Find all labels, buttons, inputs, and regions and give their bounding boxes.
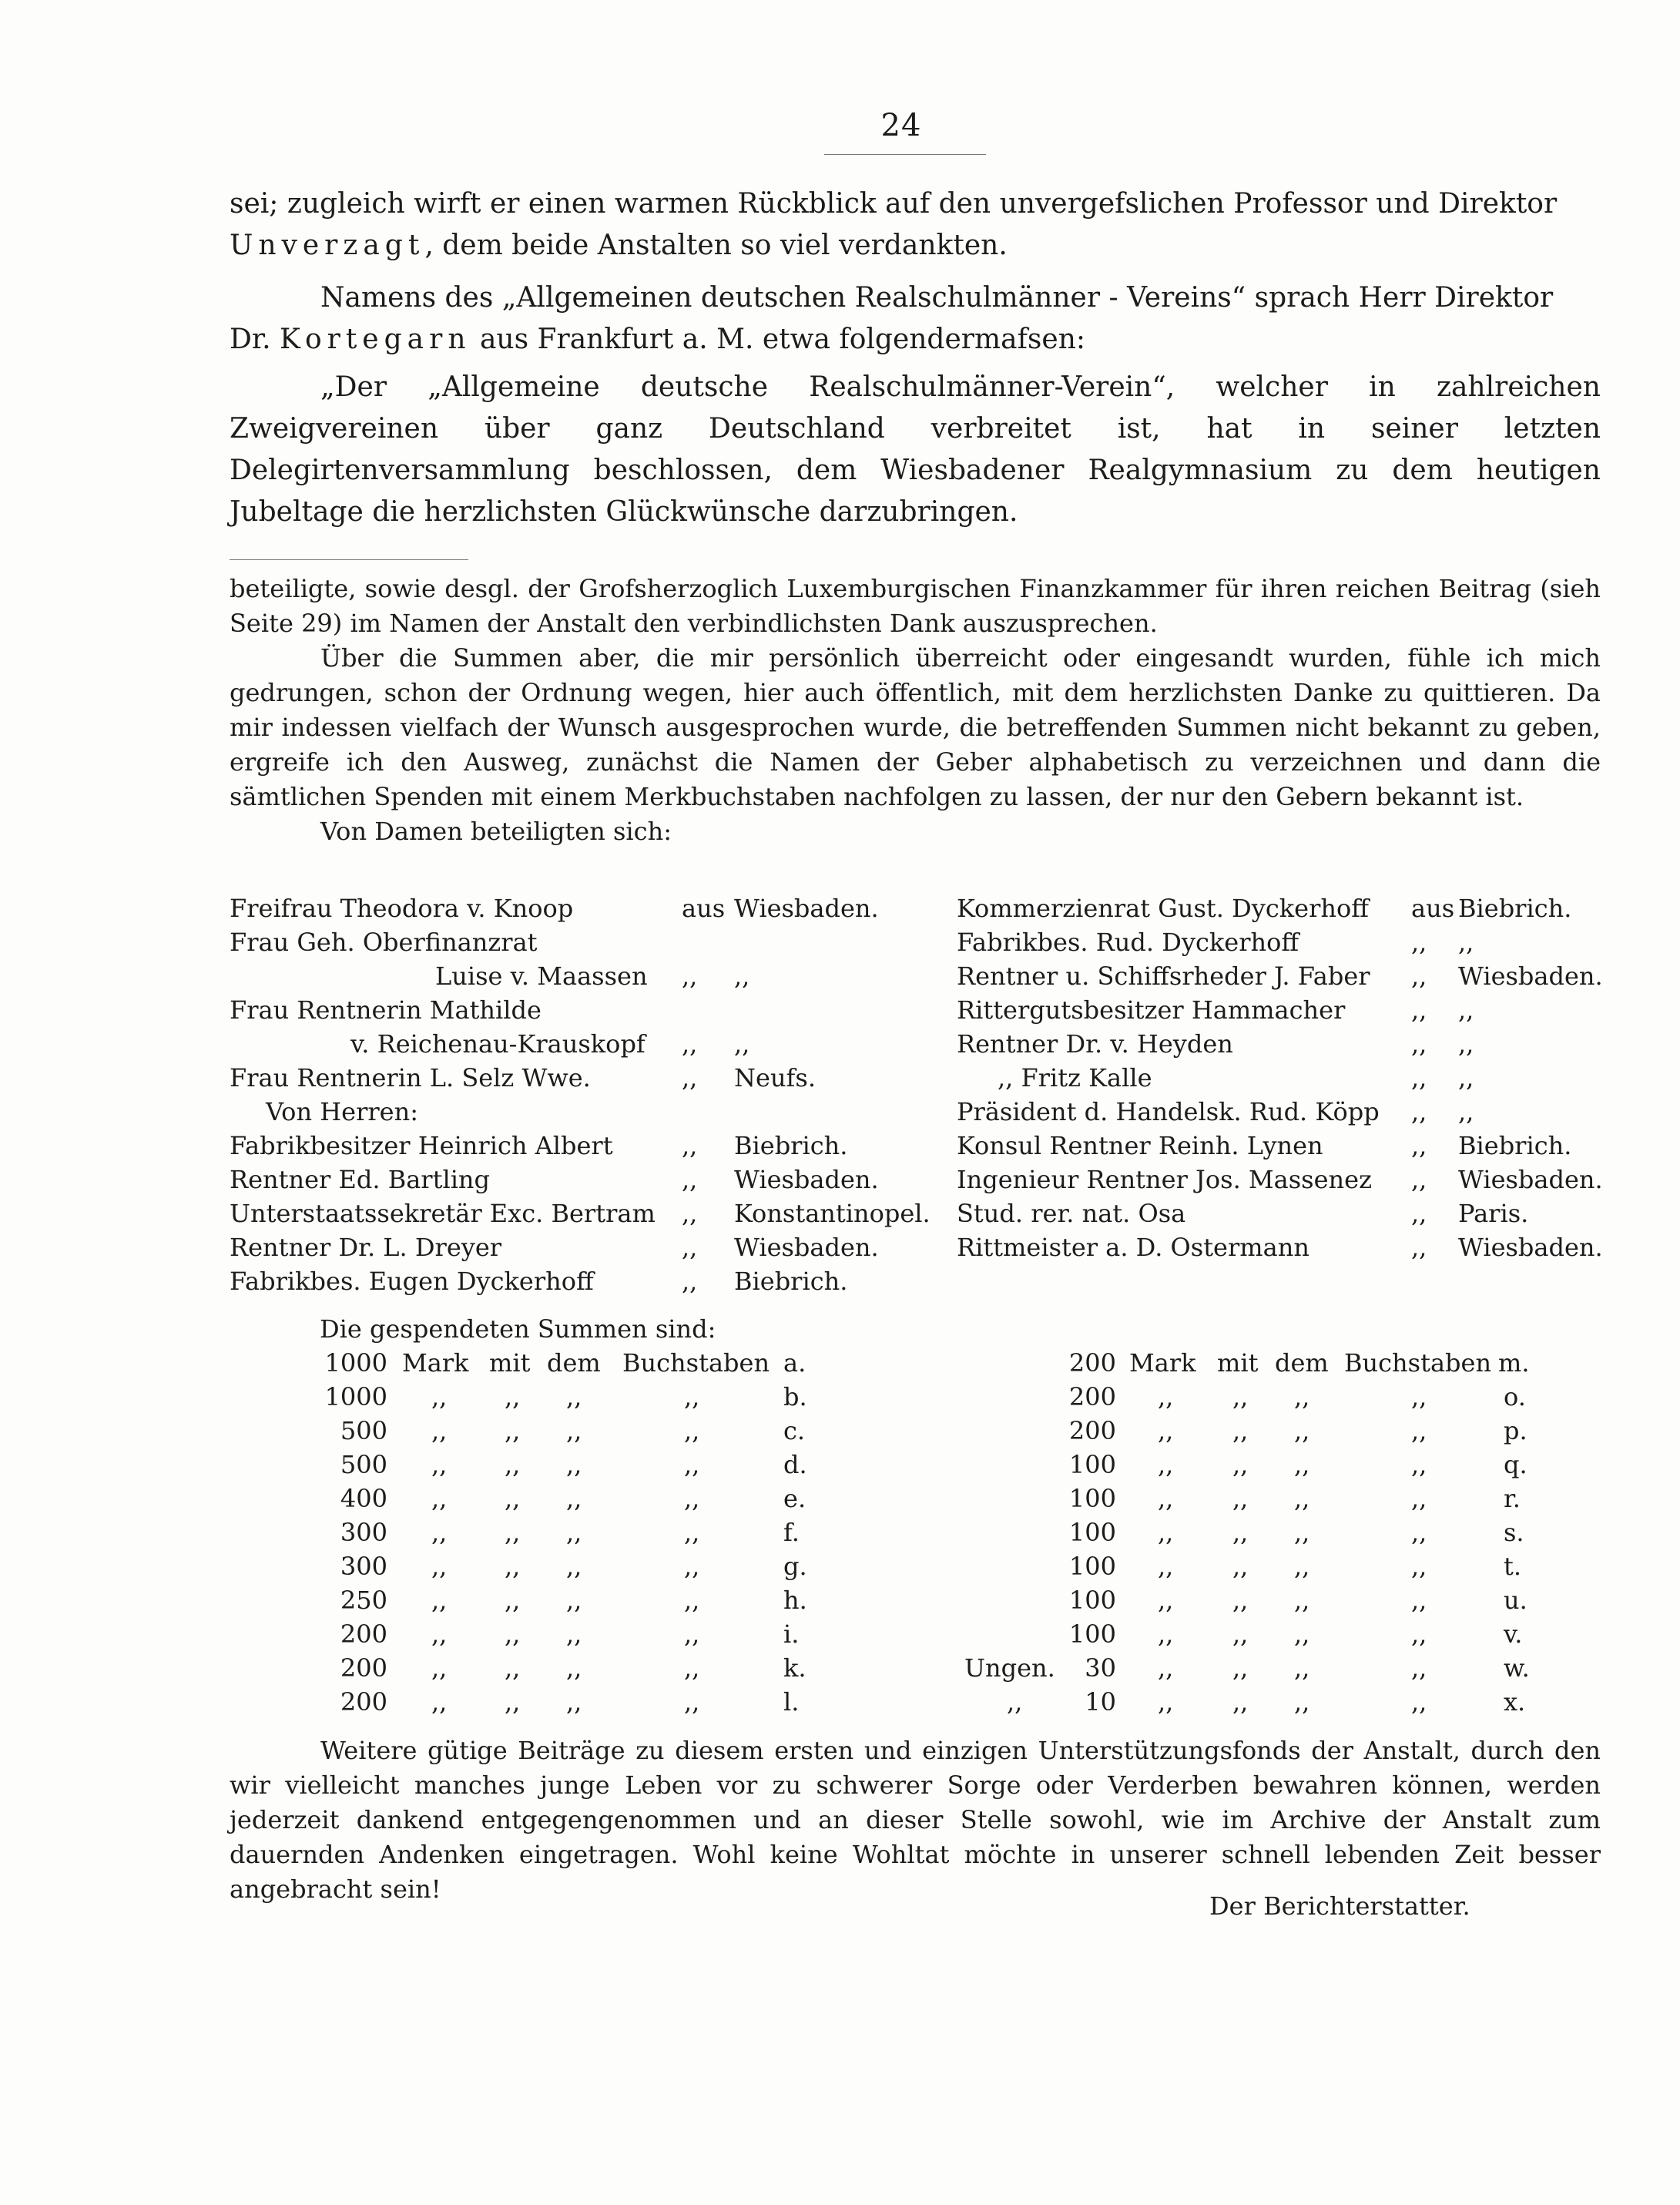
donor-name: Rentner Dr. v. Heyden	[957, 1029, 1233, 1059]
donor-ditto: ,,	[682, 1131, 698, 1160]
ditto-mark: ,,	[1411, 1382, 1427, 1411]
donor-place: Biebrich.	[1458, 894, 1572, 923]
sum-amount-right: 10	[1085, 1687, 1116, 1717]
ditto-mark: ,,	[684, 1484, 700, 1513]
donor-right-row	[0, 928, 1680, 962]
donor-place: Wiesbaden.	[734, 1165, 879, 1194]
ditto-mark: ,,	[1411, 1586, 1427, 1615]
ditto-mark: ,,	[1294, 1653, 1310, 1683]
ditto-mark: ,,	[684, 1518, 700, 1547]
ditto-mark: ,,	[1158, 1586, 1174, 1615]
sum-amount-left: 300	[340, 1552, 387, 1581]
sum-amount-right: 30	[1085, 1653, 1116, 1683]
donor-name: Präsident d. Handelsk. Rud. Köpp	[957, 1097, 1380, 1126]
donor-name: Rittergutsbesitzer Hammacher	[957, 995, 1346, 1025]
sum-row	[0, 1687, 1680, 1721]
sum-amount-right: 100	[1068, 1484, 1116, 1513]
sum-row	[0, 1552, 1680, 1586]
ditto-mark: ,,	[566, 1416, 582, 1445]
ditto-mark: ,,	[1158, 1416, 1174, 1445]
sum-row	[0, 1518, 1680, 1552]
sum-row	[0, 1348, 1680, 1382]
ditto-mark: ,,	[1294, 1416, 1310, 1445]
donor-place: Wiesbaden.	[1458, 962, 1603, 991]
ditto-mark: ,,	[1232, 1586, 1249, 1615]
notice-text	[230, 572, 1601, 849]
ditto-mark: ,,	[1294, 1450, 1310, 1479]
mit-word: mit	[489, 1348, 531, 1378]
donor-name: Ingenieur Rentner Jos. Massenez	[957, 1165, 1372, 1194]
donor-ditto: ,,	[1411, 1165, 1427, 1194]
sum-amount-left: 400	[340, 1484, 387, 1513]
ditto-mark: ,,	[1411, 1484, 1427, 1513]
ditto-mark: ,,	[1158, 1687, 1174, 1717]
donor-ditto: ,,	[1411, 928, 1427, 957]
mit-word: mit	[1217, 1348, 1259, 1378]
ditto-mark: ,,	[1294, 1484, 1310, 1513]
sum-row	[0, 1653, 1680, 1687]
ditto-mark: ,,	[684, 1552, 700, 1581]
sum-letter-left: e.	[783, 1484, 806, 1513]
donor-name: Rentner u. Schiffsrheder J. Faber	[957, 962, 1370, 991]
donor-right-row	[0, 1165, 1680, 1199]
ditto-mark: ,,	[431, 1450, 448, 1479]
donor-name: Rentner Dr. L. Dreyer	[230, 1233, 502, 1262]
sum-prefix-right: ,,	[1007, 1687, 1023, 1717]
main-text	[230, 183, 1601, 533]
donor-name: Rittmeister a. D. Ostermann	[957, 1233, 1309, 1262]
donor-place: Wiesbaden.	[1458, 1233, 1603, 1262]
donor-ditto: ,,	[682, 1029, 698, 1059]
ditto-mark: ,,	[566, 1687, 582, 1717]
donor-place: ,,	[1458, 995, 1474, 1025]
sum-letter-left: k.	[783, 1653, 806, 1683]
sum-amount-right: 200	[1068, 1382, 1116, 1411]
donor-name: Fabrikbesitzer Heinrich Albert	[230, 1131, 613, 1160]
paragraph-1	[230, 183, 1601, 267]
notice-paragraph-2: Über die Summen aber, die mir persönlich überreicht oder eingesandt wurden, fühle ich mich gedrungen, schon der Ordnung wegen, hier auch öffentlich, mit dem herzlichsten Danke zu quittieren. Da mir indessen vielfach der Wunsch ausgesprochen wurde, die betreffenden Summen nicht bekannt zu geben, ergreife ich den Ausweg, zunächst die Namen der Geber alphabetisch zu verzeichnen und dann die sämtlichen Spenden mit einem Merkbuchstaben nachfolgen zu lassen, der nur den Gebern bekannt ist.	[230, 643, 1601, 811]
ditto-mark: ,,	[566, 1518, 582, 1547]
donor-ditto: ,,	[682, 1233, 698, 1262]
ditto-mark: ,,	[431, 1619, 448, 1649]
ditto-mark: ,,	[1232, 1552, 1249, 1581]
sum-prefix-right: Ungen.	[964, 1653, 1055, 1683]
page-number-rule	[824, 154, 986, 155]
donor-place: Wiesbaden.	[1458, 1165, 1603, 1194]
donor-place: Paris.	[1458, 1199, 1529, 1228]
sum-amount-left: 1000	[324, 1382, 387, 1411]
sum-letter-right: s.	[1504, 1518, 1524, 1547]
ditto-mark: ,,	[1232, 1382, 1249, 1411]
donor-ditto: ,,	[1411, 1063, 1427, 1092]
sum-letter-left: f.	[783, 1518, 800, 1547]
ditto-mark: ,,	[505, 1552, 521, 1581]
ditto-mark: ,,	[431, 1653, 448, 1683]
donor-name: Fabrikbes. Rud. Dyckerhoff	[957, 928, 1299, 957]
ditto-mark: ,,	[1411, 1552, 1427, 1581]
ditto-mark: ,,	[431, 1552, 448, 1581]
ditto-mark: ,,	[684, 1450, 700, 1479]
donor-place: Biebrich.	[734, 1267, 848, 1296]
ditto-mark: ,,	[505, 1619, 521, 1649]
dem-word: dem	[1275, 1348, 1329, 1378]
ditto-mark: ,,	[1232, 1450, 1249, 1479]
sum-amount-left: 500	[340, 1450, 387, 1479]
ditto-mark: ,,	[431, 1484, 448, 1513]
paragraph-2-end: aus Frankfurt a. M. etwa folgendermafsen:	[479, 324, 1086, 355]
donor-ditto: ,,	[1411, 1029, 1427, 1059]
ditto-mark: ,,	[1294, 1518, 1310, 1547]
sum-letter-right: m.	[1498, 1348, 1530, 1378]
ditto-mark: ,,	[431, 1416, 448, 1445]
ditto-mark: ,,	[1158, 1619, 1174, 1649]
donor-name: Frau Rentnerin L. Selz Wwe.	[230, 1063, 591, 1092]
closing-text	[230, 1733, 1601, 1907]
paragraph-2-text: Namens des „Allgemeinen deutschen Realschulmänner - Vereins“ sprach Herr Direktor	[320, 282, 1554, 314]
sum-letter-left: l.	[783, 1687, 800, 1717]
ditto-mark: ,,	[1232, 1416, 1249, 1445]
ditto-mark: ,,	[1294, 1619, 1310, 1649]
ditto-mark: ,,	[566, 1586, 582, 1615]
ditto-mark: ,,	[505, 1416, 521, 1445]
donor-ditto: ,,	[682, 962, 698, 991]
sum-amount-left: 1000	[324, 1348, 387, 1378]
mark-word: Mark	[1129, 1348, 1196, 1378]
name-unverzagt: Unverzagt	[230, 230, 425, 261]
ditto-mark: ,,	[505, 1653, 521, 1683]
ditto-mark: ,,	[1411, 1687, 1427, 1717]
ditto-mark: ,,	[566, 1552, 582, 1581]
sum-amount-right: 100	[1068, 1518, 1116, 1547]
donor-place: Biebrich.	[734, 1131, 848, 1160]
signature: Der Berichterstatter.	[1209, 1891, 1470, 1921]
sum-letter-right: w.	[1504, 1653, 1530, 1683]
ditto-mark: ,,	[431, 1586, 448, 1615]
donor-place: ,,	[1458, 1097, 1474, 1126]
donor-name: Konsul Rentner Reinh. Lynen	[957, 1131, 1323, 1160]
donor-ditto: aus	[1411, 894, 1455, 923]
ditto-mark: ,,	[684, 1382, 700, 1411]
paragraph-1-end: , dem beide Anstalten so viel verdankten.	[424, 230, 1008, 261]
donor-ditto: ,,	[1411, 962, 1427, 991]
sum-amount-left: 250	[340, 1586, 387, 1615]
donor-ditto: ,,	[682, 1267, 698, 1296]
paragraph-3: „Der „Allgemeine deutsche Realschulmänner-Verein“, welcher in zahlreichen Zweigvereinen über ganz Deutschland verbreitet ist, hat in seiner letzten Delegirtenversammlung beschlossen, dem Wiesbadener Realgymnasium zu dem heutigen Jubeltage die herzlichsten Glückwünsche darzubringen.	[230, 371, 1601, 528]
sum-amount-right: 100	[1068, 1586, 1116, 1615]
ditto-mark: ,,	[1232, 1619, 1249, 1649]
donor-place: Konstantinopel.	[734, 1199, 931, 1228]
donor-right-row	[0, 1233, 1680, 1267]
donor-ditto: aus	[682, 894, 726, 923]
sum-row	[0, 1416, 1680, 1450]
page-number: 24	[880, 108, 922, 143]
sum-letter-right: q.	[1504, 1450, 1527, 1479]
ditto-mark: ,,	[1158, 1552, 1174, 1581]
ditto-mark: ,,	[566, 1484, 582, 1513]
sum-row	[0, 1619, 1680, 1653]
sum-amount-right: 200	[1068, 1416, 1116, 1445]
donor-place: Biebrich.	[1458, 1131, 1572, 1160]
mark-word: Mark	[402, 1348, 469, 1378]
ditto-mark: ,,	[1294, 1586, 1310, 1615]
sums-heading: Die gespendeten Summen sind:	[320, 1314, 716, 1344]
donor-place: Neufs.	[734, 1063, 816, 1092]
ditto-mark: ,,	[1411, 1653, 1427, 1683]
donor-ditto: ,,	[682, 1199, 698, 1228]
sum-letter-left: d.	[783, 1450, 807, 1479]
donor-right-row	[0, 1131, 1680, 1165]
sum-letter-left: i.	[783, 1619, 800, 1649]
sum-letter-left: c.	[783, 1416, 806, 1445]
sum-amount-left: 200	[340, 1653, 387, 1683]
donor-place: ,,	[734, 1029, 750, 1059]
donor-place: ,,	[1458, 928, 1474, 957]
sum-letter-right: t.	[1504, 1552, 1522, 1581]
sum-row	[0, 1586, 1680, 1619]
ladies-heading: Von Damen beteiligten sich:	[320, 817, 672, 846]
gentlemen-heading: Von Herren:	[266, 1097, 418, 1126]
ditto-mark: ,,	[1232, 1653, 1249, 1683]
footnote-rule	[230, 559, 468, 560]
donor-ditto: ,,	[1411, 1097, 1427, 1126]
buchstaben-word: Buchstaben	[622, 1348, 770, 1378]
sum-row	[0, 1382, 1680, 1416]
ditto-mark: ,,	[1158, 1653, 1174, 1683]
ditto-mark: ,,	[566, 1450, 582, 1479]
sum-letter-left: g.	[783, 1552, 807, 1581]
donor-left-row	[0, 1267, 924, 1301]
ditto-mark: ,,	[1411, 1518, 1427, 1547]
donor-name: Frau Rentnerin Mathilde	[230, 995, 542, 1025]
donor-ditto: ,,	[1411, 1131, 1427, 1160]
ditto-mark: ,,	[566, 1653, 582, 1683]
ditto-mark: ,,	[1411, 1450, 1427, 1479]
donor-name: v. Reichenau-Krauskopf	[350, 1029, 646, 1059]
donor-name: Freifrau Theodora v. Knoop	[230, 894, 574, 923]
ditto-mark: ,,	[505, 1382, 521, 1411]
donor-right-row	[0, 1029, 1680, 1063]
donor-name: Luise v. Maassen	[435, 962, 648, 991]
sum-letter-right: u.	[1504, 1586, 1527, 1615]
paragraph-2-title: Dr.	[230, 324, 271, 355]
ditto-mark: ,,	[1232, 1484, 1249, 1513]
sum-row	[0, 1450, 1680, 1484]
ditto-mark: ,,	[566, 1382, 582, 1411]
dem-word: dem	[547, 1348, 601, 1378]
ditto-mark: ,,	[684, 1687, 700, 1717]
sum-amount-left: 300	[340, 1518, 387, 1547]
ditto-mark: ,,	[1294, 1382, 1310, 1411]
ditto-mark: ,,	[1158, 1518, 1174, 1547]
ditto-mark: ,,	[1411, 1619, 1427, 1649]
sum-letter-right: r.	[1504, 1484, 1521, 1513]
donor-place: Wiesbaden.	[734, 1233, 879, 1262]
sum-letter-left: a.	[783, 1348, 806, 1378]
sum-letter-left: h.	[783, 1586, 807, 1615]
ditto-mark: ,,	[1158, 1450, 1174, 1479]
sum-amount-left: 500	[340, 1416, 387, 1445]
donor-place: ,,	[734, 962, 750, 991]
sum-letter-right: o.	[1504, 1382, 1526, 1411]
sum-amount-right: 100	[1068, 1619, 1116, 1649]
ditto-mark: ,,	[1294, 1687, 1310, 1717]
ditto-mark: ,,	[1294, 1552, 1310, 1581]
ditto-mark: ,,	[505, 1687, 521, 1717]
sum-amount-right: 100	[1068, 1450, 1116, 1479]
ditto-mark: ,,	[684, 1619, 700, 1649]
donor-right-row	[0, 962, 1680, 995]
donor-ditto: ,,	[682, 1165, 698, 1194]
ditto-mark: ,,	[1232, 1518, 1249, 1547]
ditto-mark: ,,	[1232, 1687, 1249, 1717]
donor-ditto: ,,	[1411, 1199, 1427, 1228]
ditto-mark: ,,	[431, 1382, 448, 1411]
donor-place: ,,	[1458, 1063, 1474, 1092]
ditto-mark: ,,	[684, 1586, 700, 1615]
donor-name: Fabrikbes. Eugen Dyckerhoff	[230, 1267, 594, 1296]
ditto-mark: ,,	[505, 1484, 521, 1513]
donor-name: Unterstaatssekretär Exc. Bertram	[230, 1199, 656, 1228]
ditto-mark: ,,	[684, 1416, 700, 1445]
donor-place: ,,	[1458, 1029, 1474, 1059]
sum-row	[0, 1484, 1680, 1518]
ditto-mark: ,,	[431, 1687, 448, 1717]
sum-letter-right: v.	[1504, 1619, 1523, 1649]
donor-name: Frau Geh. Oberfinanzrat	[230, 928, 538, 957]
donor-right-row	[0, 1063, 1680, 1097]
donor-ditto: ,,	[682, 1063, 698, 1092]
donor-right-row	[0, 995, 1680, 1029]
donor-name: ,, Fritz Kalle	[998, 1063, 1152, 1092]
sum-letter-right: p.	[1504, 1416, 1527, 1445]
paragraph-2	[230, 277, 1601, 361]
sum-amount-right: 200	[1068, 1348, 1116, 1378]
sum-amount-left: 200	[340, 1619, 387, 1649]
donor-right-row	[0, 1097, 1680, 1131]
ditto-mark: ,,	[505, 1450, 521, 1479]
donor-ditto: ,,	[1411, 995, 1427, 1025]
paragraph-1-text: sei; zugleich wirft er einen warmen Rückblick auf den unvergefslichen Professor und Direktor	[230, 188, 1558, 220]
buchstaben-word: Buchstaben	[1344, 1348, 1492, 1378]
ditto-mark: ,,	[684, 1653, 700, 1683]
sum-letter-left: b.	[783, 1382, 807, 1411]
closing-paragraph: Weitere gütige Beiträge zu diesem ersten und einzigen Unterstützungsfonds der Anstalt, durch den wir vielleicht manches junge Leben vor zu schwerer Sorge oder Verderben bewahren können, werden jederzeit dankend entgegengenommen und an dieser Stelle sowohl, wie im Archive der Anstalt zum dauernden Andenken eingetragen. Wohl keine Wohltat möchte in unserer schnell lebenden Zeit besser angebracht sein!	[230, 1736, 1601, 1904]
donor-right-row	[0, 894, 1680, 928]
sum-amount-right: 100	[1068, 1552, 1116, 1581]
ditto-mark: ,,	[505, 1586, 521, 1615]
sum-amount-left: 200	[340, 1687, 387, 1717]
ditto-mark: ,,	[1158, 1382, 1174, 1411]
name-kortegarn: Kortegarn	[280, 324, 471, 355]
donor-place: Wiesbaden.	[734, 894, 879, 923]
notice-paragraph-1: beteiligte, sowie desgl. der Grofsherzoglich Luxemburgischen Finanzkammer für ihren reichen Beitrag (sieh Seite 29) im Namen der Anstalt den verbindlichsten Dank auszusprechen.	[230, 574, 1601, 638]
donor-name: Kommerzienrat Gust. Dyckerhoff	[957, 894, 1369, 923]
donor-name: Stud. rer. nat. Osa	[957, 1199, 1186, 1228]
donor-ditto: ,,	[1411, 1233, 1427, 1262]
ditto-mark: ,,	[566, 1619, 582, 1649]
donor-right-row	[0, 1199, 1680, 1233]
sum-letter-right: x.	[1504, 1687, 1526, 1717]
ditto-mark: ,,	[1411, 1416, 1427, 1445]
ditto-mark: ,,	[431, 1518, 448, 1547]
donor-name: Rentner Ed. Bartling	[230, 1165, 491, 1194]
ditto-mark: ,,	[505, 1518, 521, 1547]
ditto-mark: ,,	[1158, 1484, 1174, 1513]
